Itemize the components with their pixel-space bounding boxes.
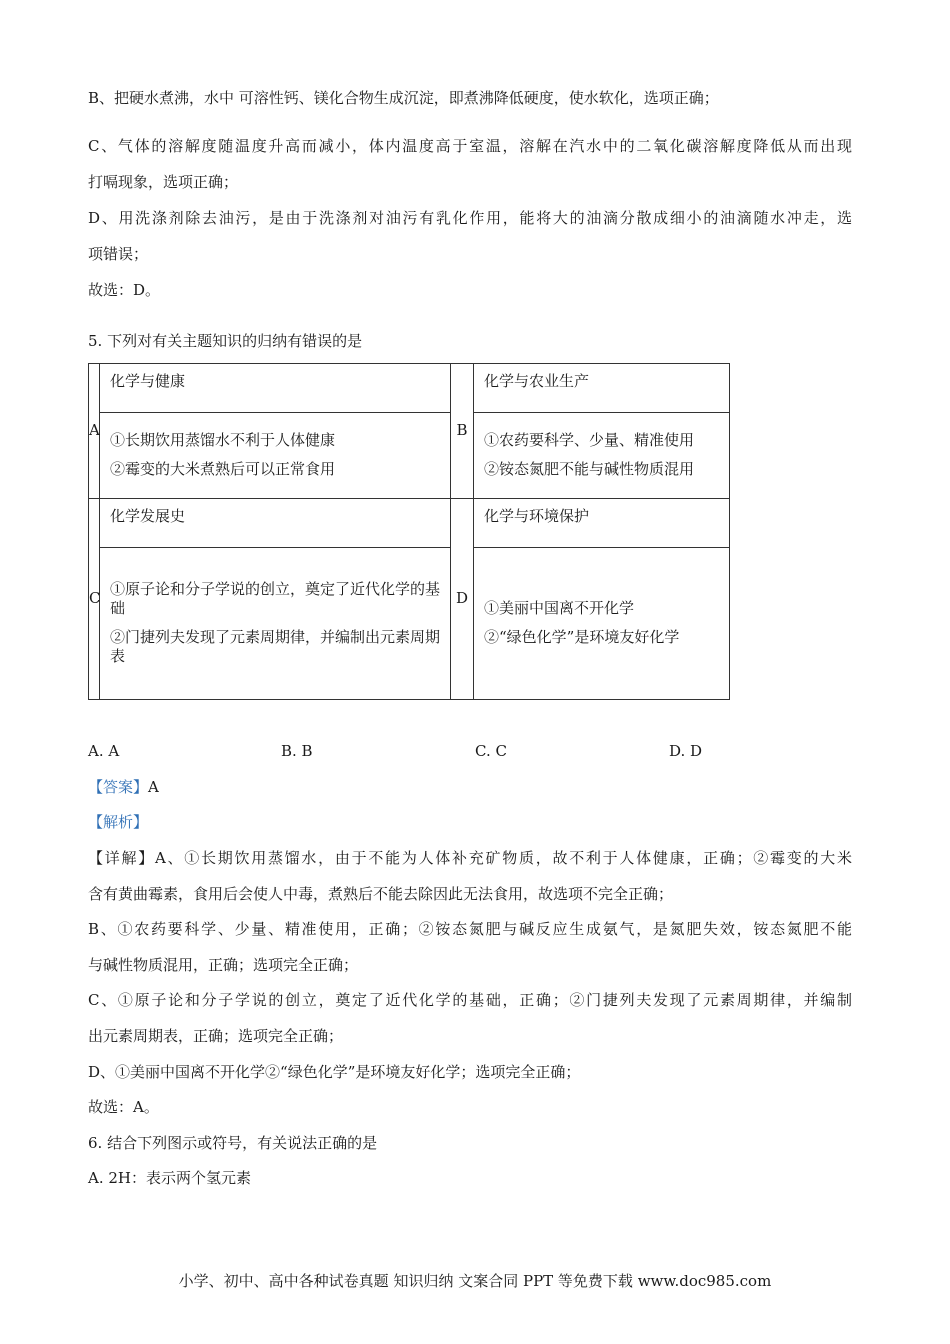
topic-title: 化学与健康 <box>100 364 451 413</box>
text-line <box>88 848 852 868</box>
text-line: C、气体的溶解度随温度升高而减小，体内温度高于室温，溶解在汽水中的二氧化碳溶解度降低从而出现 <box>88 137 852 155</box>
topic-item: ②门捷列夫发现了元素周期律，并编制出元素周期表 <box>110 628 441 666</box>
topic-items <box>100 413 451 499</box>
option-d: D. D <box>669 742 703 760</box>
question-6-option-a: A. 2H：表示两个氢元素 <box>88 1169 251 1187</box>
text-line: D、①美丽中国离不开化学②“绿色化学”是环境友好化学；选项完全正确； <box>88 1063 581 1081</box>
text-line: 含有黄曲霉素，食用后会使人中毒，煮熟后不能去除因此无法食用，故选项不完全正确； <box>88 885 674 903</box>
text-line: B、把硬水煮沸，水中 可溶性钙、镁化合物生成沉淀，即煮沸降低硬度，使水软化，选项正确； <box>88 89 719 107</box>
topic-item: ①美丽中国离不开化学 <box>484 599 635 618</box>
topic-items <box>100 547 451 699</box>
topic-items <box>474 547 730 699</box>
topic-items <box>474 413 730 499</box>
answer-line <box>88 777 159 797</box>
topic-title: 化学与环境保护 <box>474 498 730 547</box>
option-b: B. B <box>281 742 313 760</box>
text-line: D、用洗涤剂除去油污，是由于洗涤剂对油污有乳化作用，能将大的油滴分散成细小的油滴随水冲走，选 <box>88 209 852 227</box>
option-letter: D <box>451 498 474 699</box>
text-line: 打嗝现象，选项正确； <box>88 173 239 191</box>
topic-item: ②霉变的大米煮熟后可以正常食用 <box>110 460 336 479</box>
topic-item: ①农药要科学、少量、精准使用 <box>484 431 695 450</box>
topic-item: ②“绿色化学”是环境友好化学 <box>484 628 680 647</box>
option-a: A. A <box>88 742 120 760</box>
question-5-stem: 5. 下列对有关主题知识的归纳有错误的是 <box>88 332 363 350</box>
topic-title: 化学与农业生产 <box>474 364 730 413</box>
topic-item: ②铵态氮肥不能与碱性物质混用 <box>484 460 695 479</box>
text-line: 故选：A。 <box>88 1098 159 1116</box>
option-letter: A <box>89 364 100 499</box>
answer-value: A <box>148 778 159 796</box>
topic-title: 化学发展史 <box>100 498 451 547</box>
knowledge-table <box>88 363 730 700</box>
option-letter: C <box>89 498 100 699</box>
text-line: B、①农药要科学、少量、精准使用，正确；②铵态氮肥与碱反应生成氨气，是氮肥失效，铵态氮肥不能 <box>88 920 852 938</box>
question-6-stem: 6. 结合下列图示或符号，有关说法正确的是 <box>88 1134 378 1152</box>
page-footer: 小学、初中、高中各种试卷真题 知识归纳 文案合同 PPT 等免费下载 www.doc985.com <box>178 1272 772 1290</box>
detail-tag: 【详解】 <box>88 849 155 867</box>
text-line: 出元素周期表，正确；选项完全正确； <box>88 1027 344 1045</box>
option-letter: B <box>451 364 474 499</box>
text-line: C、①原子论和分子学说的创立，奠定了近代化学的基础，正确；②门捷列夫发现了元素周期律，并编制 <box>88 991 852 1009</box>
analysis-tag: 【解析】 <box>88 813 149 831</box>
answer-tag: 【答案】 <box>88 778 149 796</box>
topic-item: ①长期饮用蒸馏水不利于人体健康 <box>110 431 336 450</box>
text-line: 项错误； <box>88 245 149 263</box>
text-line: 故选：D。 <box>88 281 161 299</box>
detail-text: A、①长期饮用蒸馏水，由于不能为人体补充矿物质，故不利于人体健康，正确；②霉变的大米 <box>154 849 852 867</box>
topic-item: ①原子论和分子学说的创立，奠定了近代化学的基础 <box>110 580 441 618</box>
option-c: C. C <box>475 742 507 760</box>
text-line: 与碱性物质混用，正确；选项完全正确； <box>88 956 359 974</box>
